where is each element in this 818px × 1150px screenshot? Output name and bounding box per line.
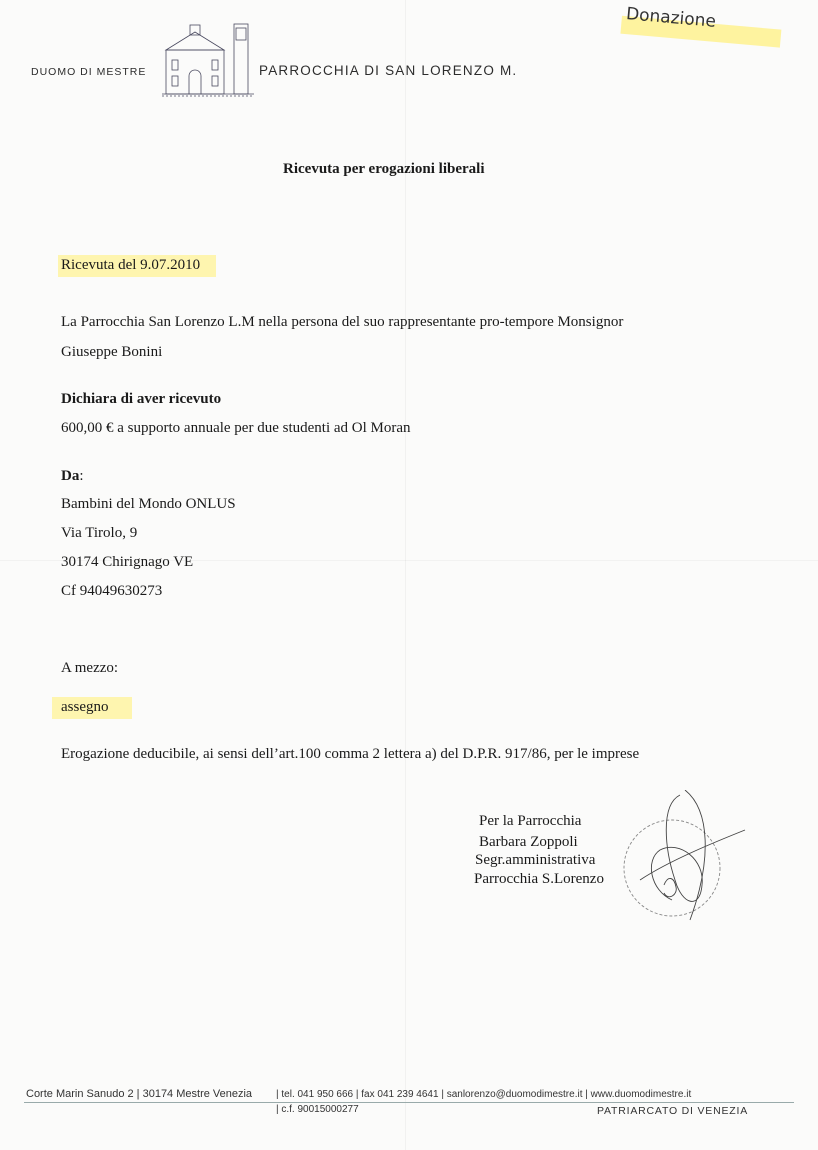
- letterhead-left: DUOMO DI MESTRE: [31, 66, 147, 78]
- from-line: Bambini del Mondo ONLUS: [61, 496, 236, 512]
- church-logo-icon: [160, 20, 256, 98]
- signature-line: Parrocchia S.Lorenzo: [474, 871, 604, 887]
- declare-amount: 600,00 € a supporto annuale per due studenti ad Ol Moran: [61, 420, 411, 436]
- means-value: assegno: [61, 699, 109, 715]
- signature-stamp-icon: [620, 790, 750, 935]
- footer-cf: | c.f. 90015000277: [276, 1104, 359, 1115]
- document-title: Ricevuta per erogazioni liberali: [283, 161, 485, 177]
- signature-line: Per la Parrocchia: [479, 813, 582, 829]
- signature-line: Barbara Zoppoli: [479, 834, 578, 850]
- from-heading: [61, 468, 84, 485]
- letterhead-right: PARROCCHIA DI SAN LORENZO M.: [259, 63, 518, 78]
- footer-address: Corte Marin Sanudo 2 | 30174 Mestre Venezia: [26, 1088, 253, 1100]
- deduction-text: Erogazione deducibile, ai sensi dell’art.100 comma 2 lettera a) del D.P.R. 917/86, per le imprese: [61, 746, 640, 762]
- note-text: Donazione: [625, 4, 717, 32]
- from-heading-label: Da: [61, 468, 80, 484]
- footer-divider: [24, 1102, 794, 1103]
- footer-contacts: | tel. 041 950 666 | fax 041 239 4641 | sanlorenzo@duomodimestre.it | www.duomodimestre.it: [276, 1089, 692, 1100]
- intro-line-1: La Parrocchia San Lorenzo L.M nella persona del suo rappresentante pro-tempore Monsignor: [61, 314, 624, 330]
- from-line: Via Tirolo, 9: [61, 525, 138, 541]
- from-line: 30174 Chirignago VE: [61, 554, 194, 570]
- from-line: Cf 94049630273: [61, 583, 163, 599]
- means-heading: A mezzo:: [61, 660, 119, 676]
- footer-patriarcato: PATRIARCATO DI VENEZIA: [597, 1105, 749, 1117]
- handwritten-note: [625, 4, 716, 32]
- from-heading-colon: :: [79, 468, 84, 484]
- receipt-date: Ricevuta del 9.07.2010: [61, 257, 201, 273]
- intro-line-2: Giuseppe Bonini: [61, 344, 163, 360]
- declare-heading: Dichiara di aver ricevuto: [61, 391, 222, 407]
- signature-line: Segr.amministrativa: [475, 852, 596, 868]
